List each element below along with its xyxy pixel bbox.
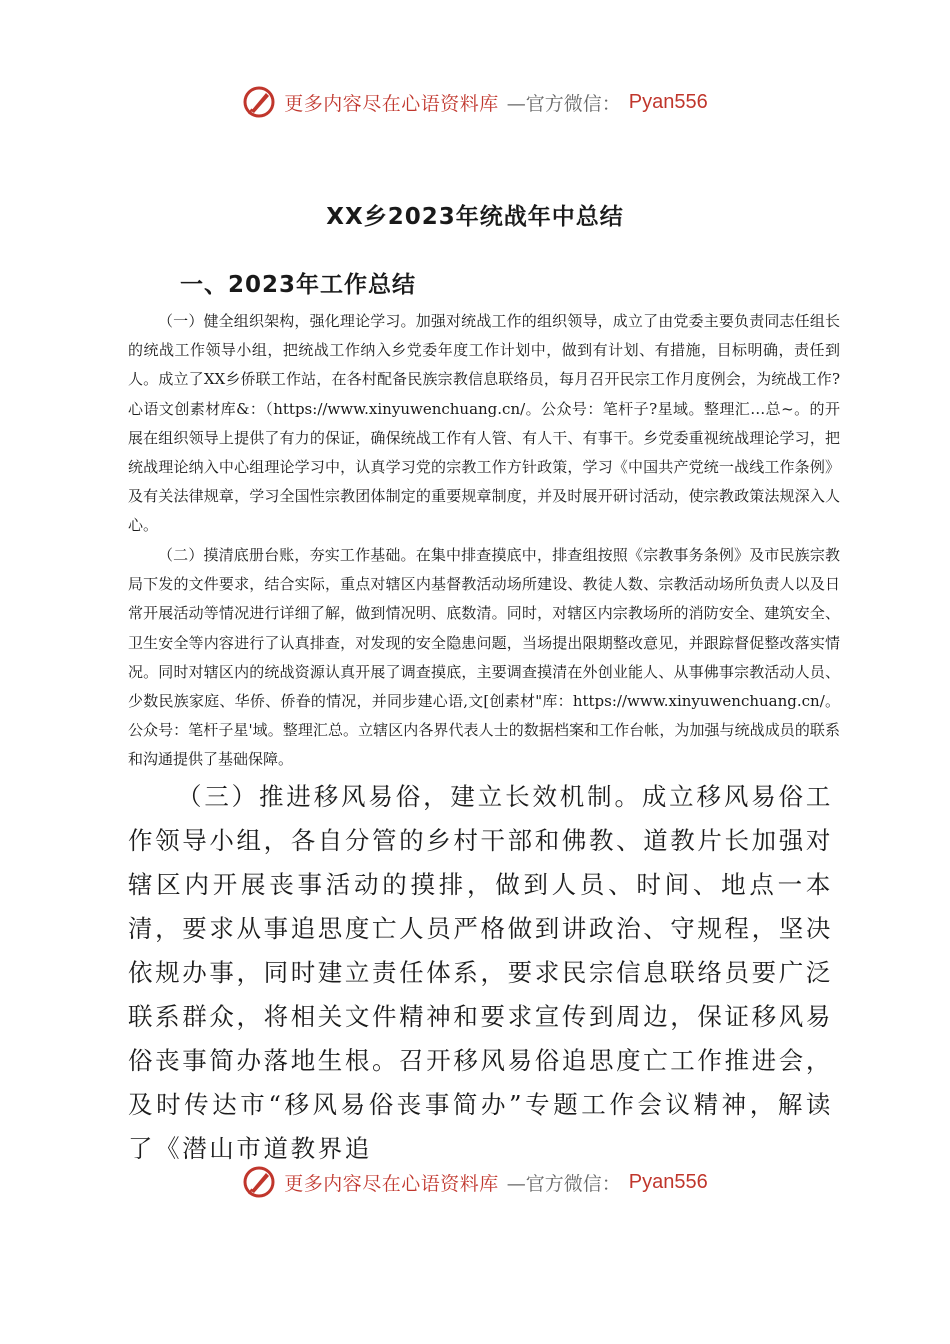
paragraph-3: （三）推进移风易俗，建立长效机制。成立移风易俗工作领导小组，各自分管的乡村干部和佛教、道教片长加强对辖区内开展丧事活动的摸排，做到人员、时间、地点一本清，要求从事追思度亡人员严格做到讲政治、守规程，坚决依规办事，同时建立责任体系，要求民宗信息联络员要广泛联系群众，将相关文件精神和要求宣传到周边，保证移风易俗丧事简办落地生根。召开移风易俗追思度亡工作推进会，及时传达市“移风易俗丧事简办”专题工作会议精神，解读了《潜山市道教界追 <box>128 782 833 1163</box>
banner-wechat-label: —官方微信： <box>506 92 621 115</box>
quill-pen-circle-icon <box>242 85 276 119</box>
banner-wechat-handle: Pyan556 <box>628 1170 708 1193</box>
banner-wechat-handle: Pyan556 <box>628 90 708 113</box>
section-heading: 一、2023年工作总结 <box>180 272 417 298</box>
paragraph-1: （一）健全组织架构，强化理论学习。加强对统战工作的组织领导，成立了由党委主要负责同志任组长的统战工作领导小组，把统战工作纳入乡党委年度工作计划中，做到有计划、有措施，目标明确，责任到人。成立了XX乡侨联工作站，在各村配备民族宗教信息联络员，每月召开民宗工作月度例会，为统战工作?心语文创素材库&：（https://www.xinyuwenchuang.cn/。公众号：笔杆子?星域。整理汇…总~。的开展在组织领导上提供了有力的保证，确保统战工作有人管、有人干、有事干。乡党委重视统战理论学习，把统战理论纳入中心组理论学习中，认真学习党的宗教工作方针政策，学习《中国共产党统一战线工作条例》及有关法律规章，学习全国性宗教团体制定的重要规章制度，并及时展开研讨活动，使宗教政策法规深入人心。 <box>128 312 840 535</box>
header-banner <box>0 82 950 122</box>
quill-pen-circle-icon <box>242 1165 276 1199</box>
footer-banner <box>0 1162 950 1202</box>
paragraph-2: （二）摸清底册台账，夯实工作基础。在集中排查摸底中，排查组按照《宗教事务条例》及市民族宗教局下发的文件要求，结合实际，重点对辖区内基督教活动场所建设、教徒人数、宗教活动场所负责人以及日常开展活动等情况进行详细了解，做到情况明、底数清。同时，对辖区内宗教场所的消防安全、建筑安全、卫生安全等内容进行了认真排查，对发现的安全隐患问题，当场提出限期整改意见，并跟踪督促整改落实情况。同时对辖区内的统战资源认真开展了调查摸底，主要调查摸清在外创业能人、从事佛事宗教活动人员、少数民族家庭、华侨、侨眷的情况，并同步建心语,文[创素材"库：https://www.xinyuwenchuang.cn/。公众号：笔杆子星'域。整理汇总。立辖区内各界代表人士的数据档案和工作台帐，为加强与统战成员的联系和沟通提供了基础保障。 <box>128 546 840 769</box>
banner-wechat-label: —官方微信： <box>506 1172 621 1195</box>
banner-tagline: 更多内容尽在心语资料库 <box>284 1172 499 1195</box>
document-title: XX乡2023年统战年中总结 <box>326 204 624 230</box>
banner-tagline: 更多内容尽在心语资料库 <box>284 92 499 115</box>
